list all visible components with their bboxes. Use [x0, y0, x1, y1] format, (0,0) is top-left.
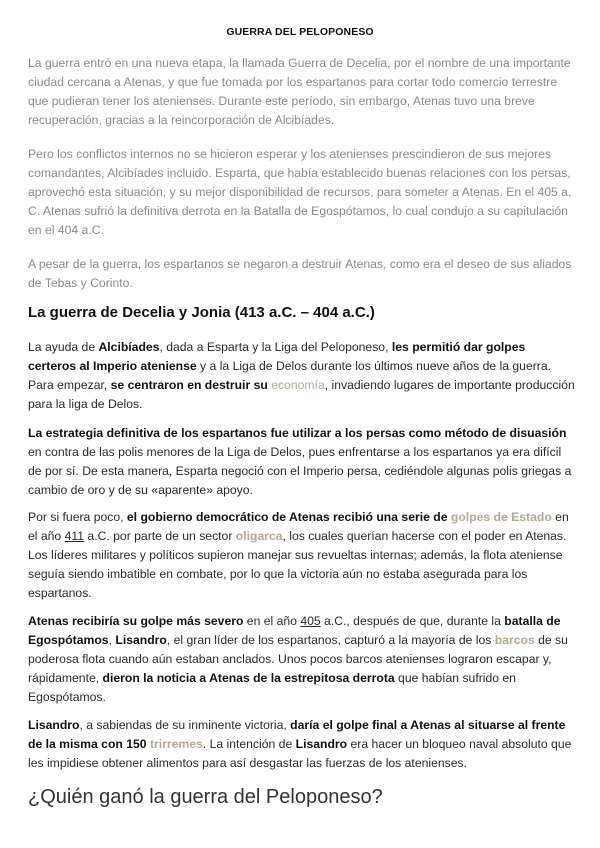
intro-paragraph-1: La guerra entró en una nueva etapa, la llamada Guerra de Decelia, por el nombre de una importante ciudad cercana a Atenas, y que fue tomada por los espartanos para cortar todo comercio terrestre que pudieran tener los atenienses. Durante este período, sin embargo, Atenas tuvo una breve recuperación, gracias a la reincorporación de Alcibíades.: [28, 56, 571, 127]
document-title: GUERRA DEL PELOPONESO: [226, 26, 374, 38]
text: La ayuda de: [28, 340, 99, 354]
text: en el año: [28, 510, 569, 543]
text: a.C., después de que, durante la: [320, 614, 505, 628]
text: y a la Liga de Delos durante los últimos nueve años de la guerra. Para empezar,: [28, 359, 552, 392]
link-trirremes[interactable]: trirremes: [149, 737, 203, 751]
bold-text: les permitió dar golpes certeros al Imperio ateniense: [28, 340, 526, 373]
text: Por si fuera poco,: [28, 510, 127, 524]
bold-text: La estrategia definitiva de los espartanos fue utilizar a los persas como método de disuasión: [28, 426, 567, 440]
bold-text: daría el golpe final a Atenas al situarse al frente de la misma con 150: [28, 718, 566, 751]
text: a.C. por parte de un sector: [84, 529, 236, 543]
question-heading: ¿Quién ganó la guerra del Peloponeso?: [28, 786, 383, 808]
text: , invadiendo lugares de importante producción para la liga de Delos.: [28, 378, 575, 411]
text: , dada a Esparta y la Liga del Peloponeso,: [159, 340, 392, 354]
bold-text: Lisandro: [295, 737, 348, 751]
section-heading: La guerra de Decelia y Jonia (413 a.C. – 404 a.C.): [28, 304, 375, 321]
paragraph-alcibiades: [28, 338, 576, 414]
text: en el año: [243, 614, 301, 628]
link-barcos[interactable]: barcos: [494, 633, 535, 647]
bold-text: el gobierno democrático de Atenas recibió una serie de: [126, 510, 451, 524]
text: . La intención de: [202, 737, 296, 751]
bold-text: dieron la noticia a Atenas de la estrepitosa derrota: [102, 671, 395, 685]
bold-text: batalla de Egospótamos: [28, 614, 561, 647]
text: , los cuales querían hacerse con el poder en Atenas. Los líderes militares y políticos supieron manejar sus revueltas internas; además, la flota ateniense seguía siendo imbatible en combate, por lo que la victoria aún no estaba asegurada para los espartanos.: [28, 529, 567, 600]
text: ,: [108, 633, 116, 647]
paragraph-lisandro: [28, 716, 576, 773]
intro-paragraph-3: A pesar de la guerra, los espartanos se negaron a destruir Atenas, como era el deseo de sus aliados de Tebas y Corinto.: [28, 257, 572, 290]
intro-paragraph-2: Pero los conflictos internos no se hicieron esperar y los atenienses prescindieron de sus mejores comandantes, Alcibíades incluido. Esparta, que había establecido buenas relaciones con los persas, aprovechó esta situación, y su mejor disponibilidad de recursos, para someter a Atenas. En el 405 a. C. Atenas sufrió la definitiva derrota en la Batalla de Egospótamos, lo cual condujo a su capitulación en el 404 a.C.: [28, 147, 572, 237]
bold-text: Alcibíades: [98, 340, 160, 354]
paragraph-golpes: [28, 508, 576, 603]
text: , el gran líder de los espartanos, capturó a la mayoría de los: [166, 633, 495, 647]
text: , a sabiendas de su inminente victoria,: [79, 718, 291, 732]
link-golpes-de-estado[interactable]: golpes de Estado: [450, 510, 552, 524]
text: que habían sufrido en Egospótamos.: [28, 671, 516, 704]
text: en contra de las polis menores de la Liga de Delos, pues enfrentarse a los espartanos ya era difícil de por sí. De esta manera, Esparta negoció con el Imperio persa, cediéndole algunas polis griegas a cambio de oro y de su «aparente» apoyo.: [28, 445, 572, 497]
link-year-411[interactable]: 411: [64, 529, 85, 543]
text: era hacer un bloqueo naval absoluto que les impidiese obtener alimentos para así desgastar las fuerzas de los atenienses.: [28, 737, 572, 770]
link-oligarca[interactable]: oligarca: [235, 529, 283, 543]
bold-text: Atenas recibiría su golpe más severo: [28, 614, 244, 628]
paragraph-egospotamos: [28, 612, 576, 707]
link-economia[interactable]: economía: [271, 378, 325, 392]
bold-text: Lisandro: [115, 633, 167, 647]
bold-text: se centraron en destruir su: [110, 378, 272, 392]
text: de su poderosa flota cuando aún estaban anclados. Unos pocos barcos atenienses lograron escapar y, rápidamente,: [28, 633, 568, 685]
paragraph-estrategia: [28, 424, 576, 500]
link-year-405[interactable]: 405: [300, 614, 321, 628]
bold-text: Lisandro: [28, 718, 80, 732]
